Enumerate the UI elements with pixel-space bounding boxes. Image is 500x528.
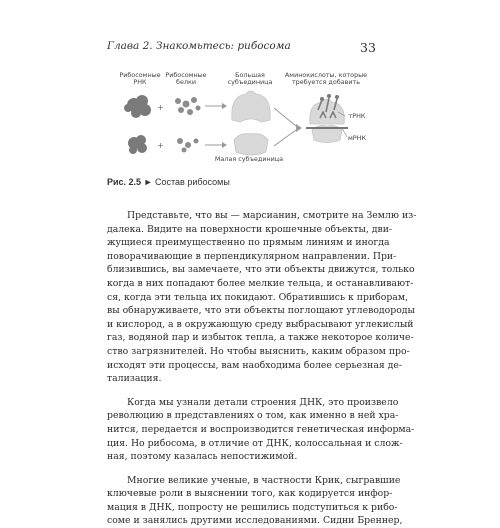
proteins-small-icon — [177, 138, 199, 153]
proteins-large-icon — [175, 97, 201, 115]
caption-text: Состав рибосомы — [155, 177, 230, 187]
text-line: когда в них попадают более мелкие тельца, и останавливают- — [107, 277, 414, 289]
body-text — [107, 209, 417, 528]
figure-caption — [107, 177, 230, 187]
plus-sign-top: + — [157, 103, 164, 112]
caption-label: Рис. 2.5 — [107, 177, 142, 187]
paragraph-3 — [107, 474, 403, 528]
text-line: жущиеся преимущественно по прямым линиям и иногда — [107, 237, 390, 249]
text-line: нится, передается и воспроизводится генетическая информа- — [107, 423, 415, 435]
rrna-small-icon — [128, 135, 147, 154]
label-small-subunit: Малая субъединица — [214, 155, 284, 163]
text-line: тализация. — [107, 373, 162, 385]
label-ribosomal-rna: Рибосомные РНК — [119, 71, 161, 87]
text-line: вы обнаруживаете, что эти объекты поглощают углеводороды — [107, 305, 415, 317]
text-line: Представьте, что вы — марсианин, смотрите на Землю из- — [127, 210, 417, 221]
label-trna: тРНК — [348, 112, 366, 120]
label-large-subunit: Большая субъединица — [227, 71, 273, 87]
text-line: газ, водяной пар и избыток тепла, а также некоторое количе- — [107, 332, 414, 344]
text-line: ная, поэтому казалась непостижимой. — [107, 451, 298, 463]
text-line: ция. Но рибосома, в отличие от ДНК, колоссальная и слож- — [107, 437, 403, 449]
paragraph-2 — [107, 396, 415, 464]
text-line: Многие великие ученые, в частности Крик, сыгравшие — [127, 474, 401, 486]
caption-arrow: ► — [143, 177, 153, 187]
text-line: ся, когда эти тельца их покидают. Обратившись к приборам, — [107, 291, 409, 303]
large-subunit-shape — [232, 91, 270, 122]
text-line: революцию в представлениях о том, как именно в ней хра- — [107, 410, 399, 422]
small-subunit-shape — [234, 134, 268, 155]
rrna-large-icon — [124, 95, 151, 118]
text-line: ство загрязнителей. Но чтобы выяснить, каким образом про- — [107, 345, 410, 357]
text-line: и кислород, а в окружающую среду выбрасывают углекислый — [107, 318, 414, 330]
text-line: соме и занялись другими исследованиями. Сидни Бреннер, — [107, 515, 403, 527]
label-amino-acids: Аминокислоты, которые требуется добавить — [284, 71, 368, 87]
text-line: мация в ДНК, попросту не решились подступиться к рибо- — [107, 501, 398, 513]
text-line: исходят эти процессы, вам наобходима более серьезная де- — [107, 359, 403, 371]
label-ribosomal-proteins: Рибосомные белки — [165, 71, 207, 87]
page-number: 33 — [360, 40, 376, 55]
running-head: Глава 2. Знакомьтесь: рибосома — [107, 40, 291, 52]
label-mrna: мРНК — [347, 134, 367, 142]
text-line: Когда мы узнали детали строения ДНК, это произвело — [127, 396, 399, 408]
converge-arrowhead — [296, 124, 302, 132]
converging-lines — [274, 108, 296, 146]
text-line: ключевые роли в выяснении того, как кодируется инфор- — [107, 488, 393, 500]
assembly-arrows — [205, 103, 227, 148]
text-line: близившись, вы замечаете, что эти объекты движутся, только — [107, 264, 415, 276]
plus-sign-bottom: + — [157, 141, 164, 150]
text-line: далека. Видите на поверхности крошечные объекты, дви- — [107, 223, 393, 235]
text-line: поворачивающие в перпендикулярном направлении. При- — [107, 250, 397, 262]
paragraph-1 — [107, 209, 417, 386]
assembled-ribosome-icon — [306, 94, 348, 143]
